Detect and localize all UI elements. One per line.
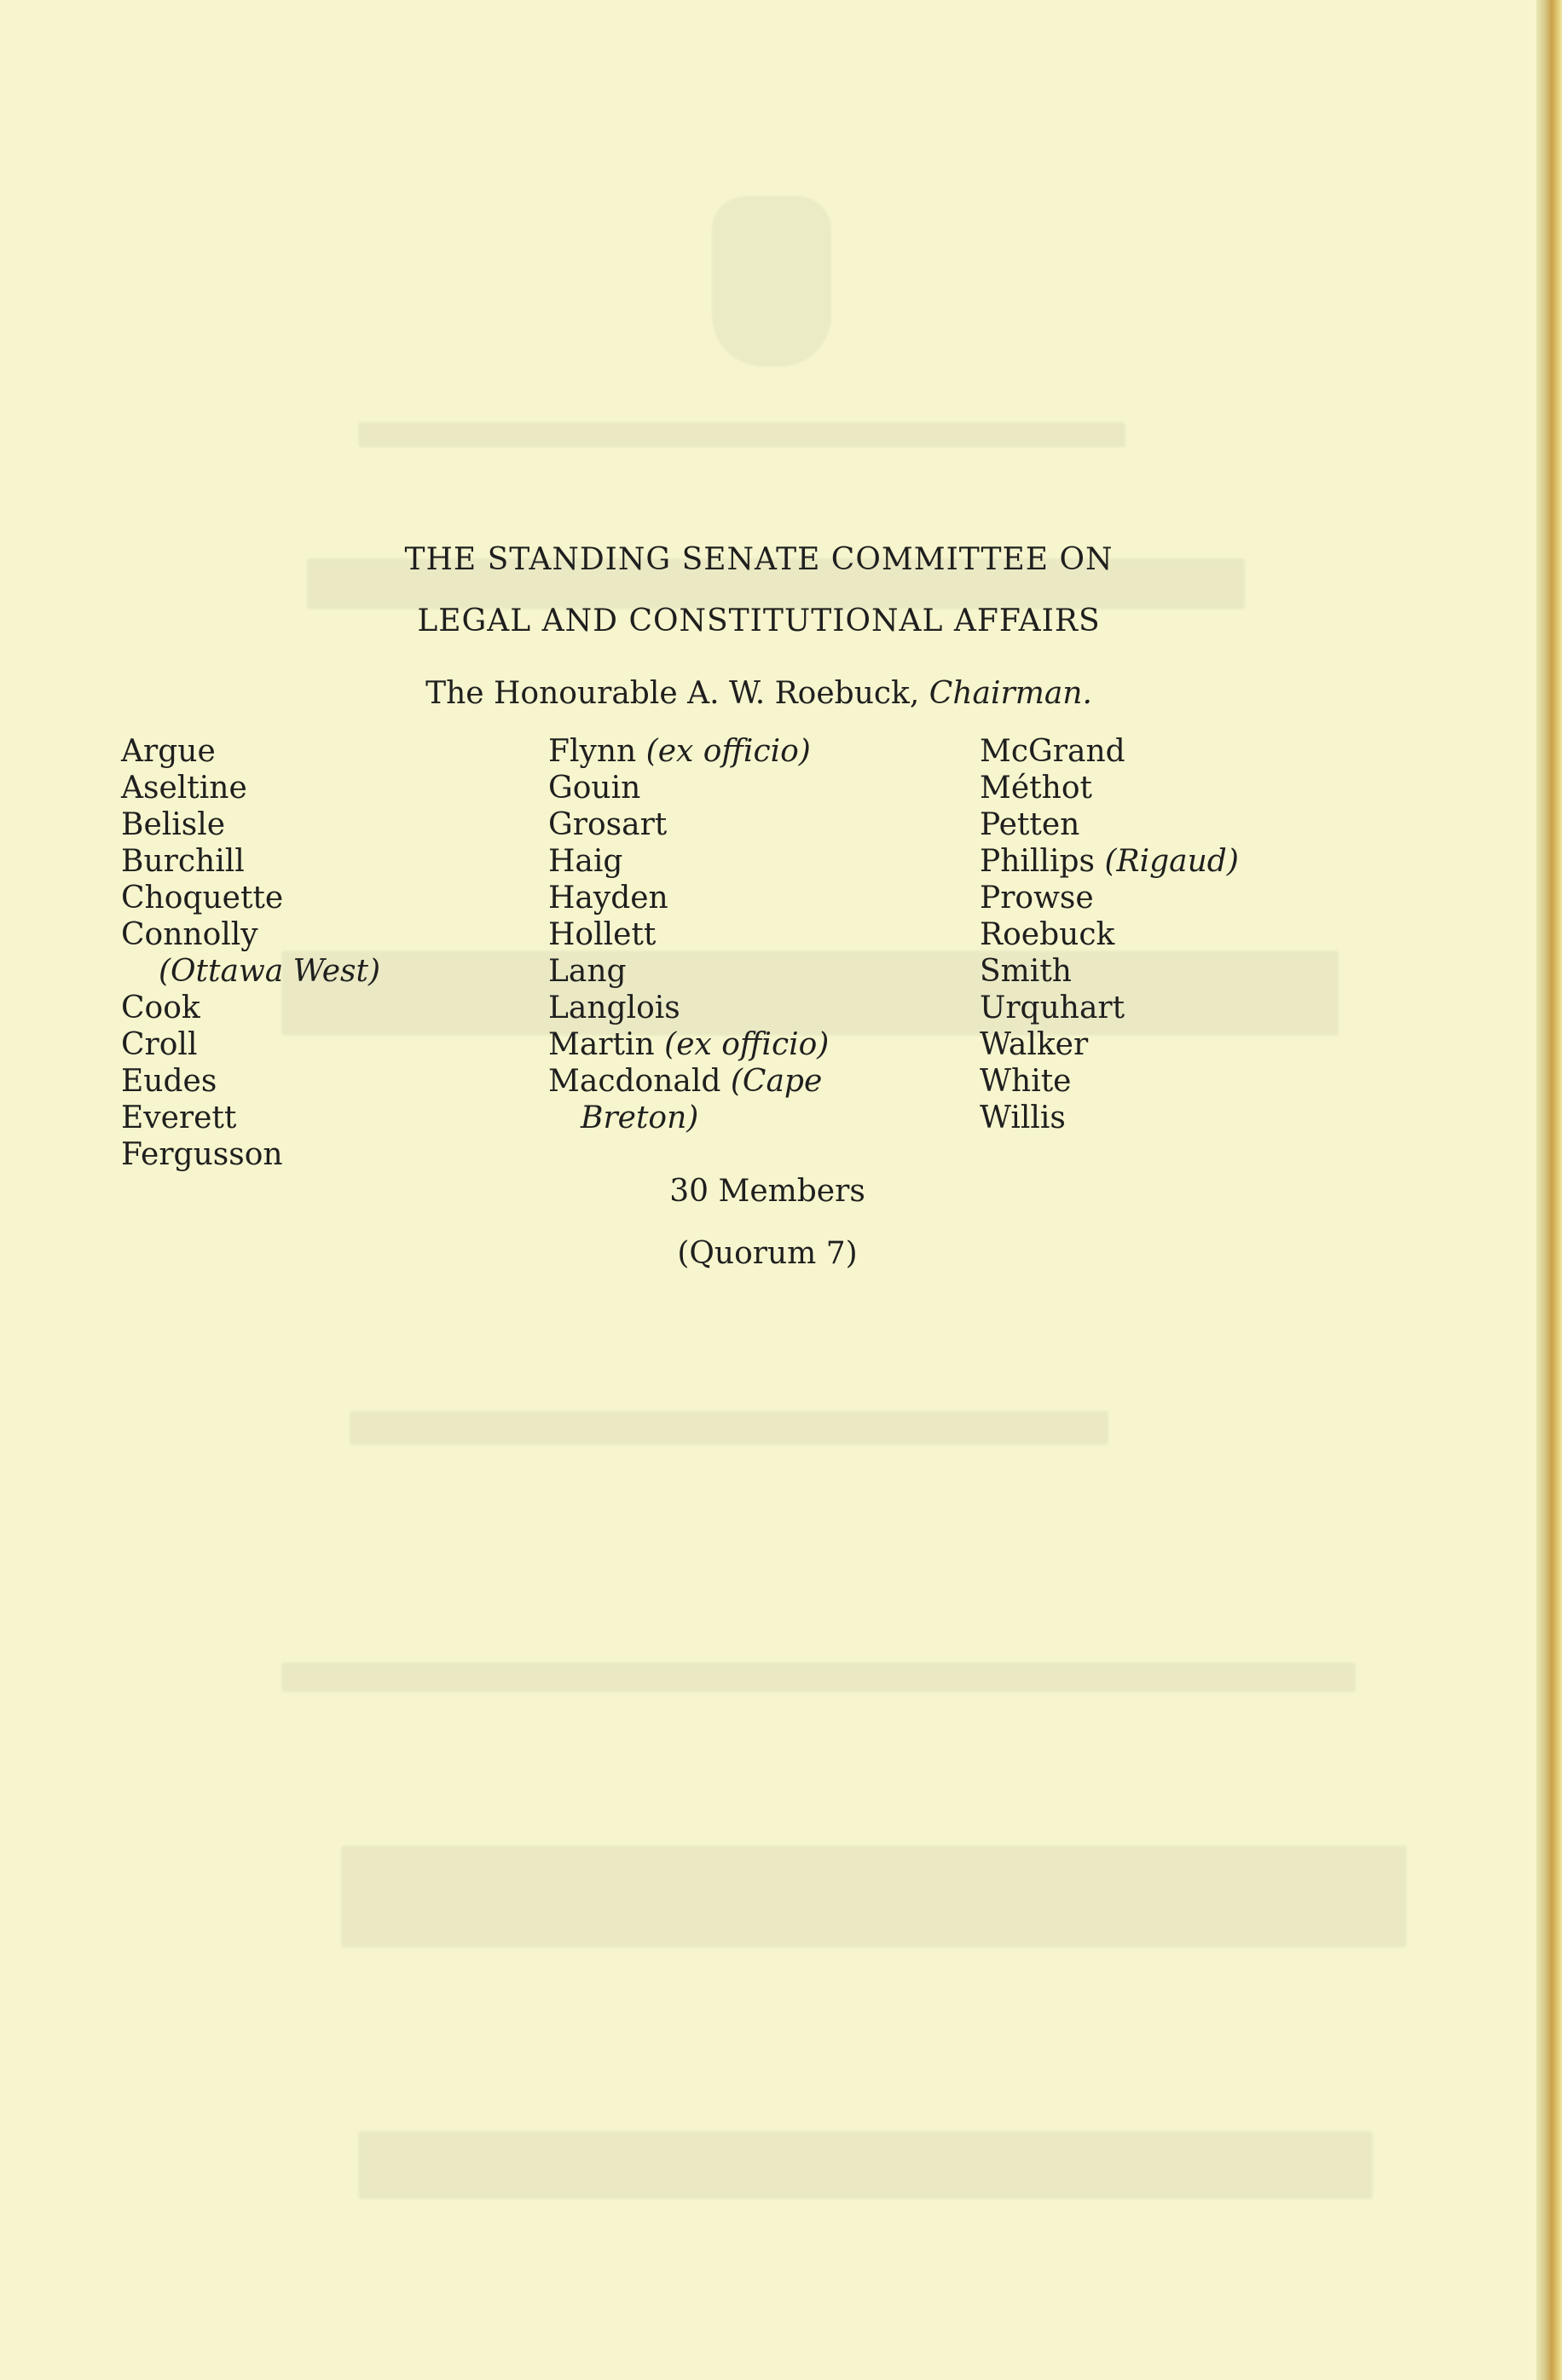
member-name: Macdonald xyxy=(548,1064,721,1099)
chairman-line xyxy=(0,676,1518,711)
member-name: Hollett xyxy=(548,917,657,952)
member-name: Haig xyxy=(548,844,623,879)
member-riding-note: (Rigaud) xyxy=(1104,844,1239,879)
quorum-note: (Quorum 7) xyxy=(677,1236,858,1271)
member-name: Willis xyxy=(980,1100,1066,1135)
bleed-through-line xyxy=(358,422,1125,448)
member-name: Petten xyxy=(980,807,1080,842)
member-riding-note: (Cape xyxy=(730,1064,823,1099)
member-entry xyxy=(548,1026,829,1063)
page-binding-edge xyxy=(1536,0,1562,2380)
member-name: Cook xyxy=(121,991,200,1025)
member-name: Smith xyxy=(980,954,1072,989)
member-riding-note: (Ottawa West) xyxy=(159,954,381,989)
committee-title-line2: LEGAL AND CONSTITUTIONAL AFFAIRS xyxy=(417,604,1101,638)
bleed-through-line xyxy=(341,1846,1407,1948)
member-name: Connolly xyxy=(121,917,258,952)
bleed-through-line xyxy=(281,1662,1356,1692)
committee-title-line1: THE STANDING SENATE COMMITTEE ON xyxy=(404,542,1114,577)
bleed-through-line xyxy=(350,1411,1108,1445)
member-name: Aseltine xyxy=(121,771,247,806)
members-column-1 xyxy=(121,733,380,1173)
member-name: Phillips xyxy=(980,844,1095,879)
member-entry xyxy=(548,1063,829,1100)
member-entry xyxy=(548,733,829,770)
chairman-name: The Honourable A. W. Roebuck, xyxy=(425,676,920,711)
member-name: McGrand xyxy=(980,734,1125,769)
member-name: Langlois xyxy=(548,991,680,1025)
member-name: Choquette xyxy=(121,881,284,916)
bleed-through-line xyxy=(358,2131,1373,2199)
member-entry xyxy=(980,843,1239,880)
member-name: Croll xyxy=(121,1027,198,1062)
member-name: Hayden xyxy=(548,881,668,916)
members-column-2 xyxy=(548,733,829,1136)
member-name: Grosart xyxy=(548,807,668,842)
bleed-through-crest xyxy=(712,196,831,367)
member-name: Burchill xyxy=(121,844,245,879)
member-name: Lang xyxy=(548,954,627,989)
member-name: Fergusson xyxy=(121,1137,283,1172)
member-name: Méthot xyxy=(980,771,1092,806)
member-name: Roebuck xyxy=(980,917,1115,952)
member-name: Flynn xyxy=(548,734,637,769)
member-name: Argue xyxy=(121,734,216,769)
members-column-3 xyxy=(980,733,1239,1136)
member-name: Martin xyxy=(548,1027,655,1062)
member-name: Eudes xyxy=(121,1064,217,1099)
member-note: (ex officio) xyxy=(664,1027,830,1062)
member-name: White xyxy=(980,1064,1072,1099)
member-count: 30 Members xyxy=(669,1174,865,1209)
member-name: Gouin xyxy=(548,771,641,806)
member-name: Prowse xyxy=(980,881,1094,916)
chairman-role: Chairman. xyxy=(929,676,1092,711)
member-name: Urquhart xyxy=(980,991,1125,1025)
member-note: (ex officio) xyxy=(645,734,811,769)
member-name: Belisle xyxy=(121,807,226,842)
member-name: Walker xyxy=(980,1027,1089,1062)
member-riding-note: Breton) xyxy=(581,1100,699,1135)
member-name: Everett xyxy=(121,1100,237,1135)
